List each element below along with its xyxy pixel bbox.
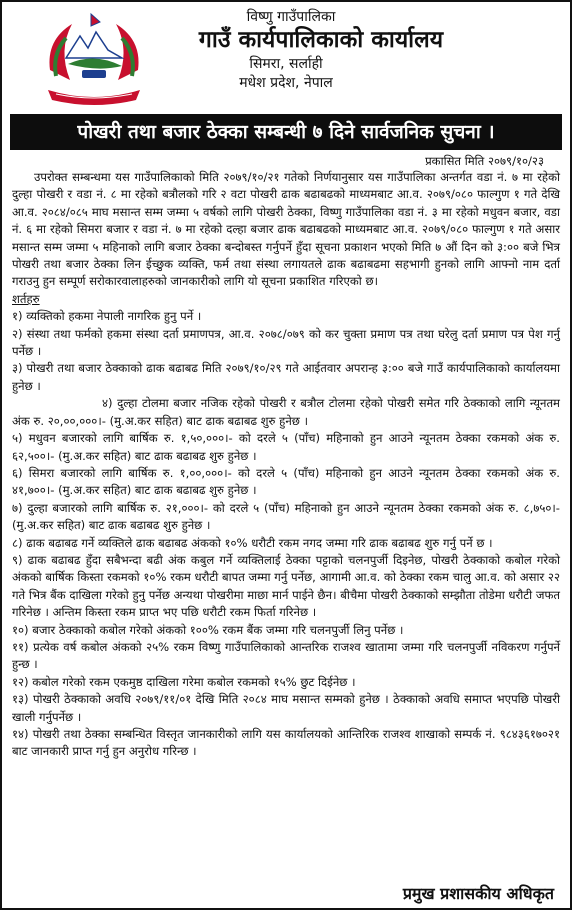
- condition-item: २) संस्था तथा फर्मको हकमा संस्था दर्ता प्रमाणपत्र, आ.व. २०७८/०७९ को कर चुक्ता प्रमाण पत्र तथा घरेलु दर्ता प्रमाण पत्र पेश गर्नु पर्नेछ ।: [12, 326, 560, 359]
- municipality-name: विष्णु गाउँपालिका: [246, 9, 336, 25]
- office-place: सिमरा, सर्लाही: [249, 56, 323, 72]
- conditions-heading: शर्तहरु: [12, 291, 40, 306]
- letterhead: [2, 2, 570, 114]
- condition-item: ४) दुल्हा टोलमा बजार नजिक रहेको पोखरी र बत्रौल टोलमा रहेको पोखरी समेत गरि ठेक्काको लागि न्यूनतम अंक रु. २०,००,०००।- (मु.अ.कर सहित) बाट ढाक बढाबढ शुरु हुनेछ ।: [12, 396, 560, 428]
- notice-title-banner: पोखरी तथा बजार ठेक्का सम्बन्धी ७ दिने सार्वजनिक सुचना ।: [10, 114, 562, 150]
- published-date: प्रकासित मिति २०७९/१०/२३: [425, 154, 544, 168]
- condition-item: १) व्यक्तिको हकमा नेपाली नागरिक हुनु पर्ने ।: [12, 309, 202, 324]
- condition-item: १४) पोखरी तथा ठेक्का सम्बन्धित विस्तृत जानकारीको लागि यस कार्यालयको आन्तिरिक राजश्व शाखाको सम्पर्क नं. ९८४३६१७०२१ बाट जानकारी प्राप्त गर्नु हुन अनुरोध गरिन्छ ।: [12, 727, 560, 759]
- condition-item: ३) पोखरी तथा बजार ठेक्काको ढाक बढाबढ मिति २०७९/१०/२९ गते आईतवार अपरान्ह ३:०० बजे गाउँ कार्यपालिकाको कार्यालयमा हुनेछ ।: [12, 361, 560, 393]
- condition-item: १२) कबोल गरेको रकम एकमुष्ठ दाखिला गरेमा कबोल रकमको १५% छुट दिईनेछ ।: [12, 674, 356, 689]
- condition-item: ७) दुल्हा बजारको लागि बार्षिक रु. २१,०००।- को दरले ५ (पाँच) महिनाको हुन आउने न्यूनतम ठेक्का रकमको अंक रु. ८,७५०।- (मु.अ.कर सहित) बाट ढाक बढाबढ शुरु हुनेछ ।: [12, 500, 560, 533]
- condition-item: ११) प्रत्येक वर्ष कबोल अंकको २५% रकम विष्णु गाउँपालिकाको आन्तरिक राजश्व खातामा जम्मा गरि चलनपुर्जी नविकरण गर्नुपर्ने हुन्छ ।: [12, 639, 560, 672]
- office-name: गाउँ कार्यपालिकाको कार्यालय: [198, 27, 444, 53]
- signature-title: प्रमुख प्रशासकीय अधिकृत: [402, 884, 554, 903]
- condition-item: १०) बजार ठेक्काको कबोल गरेको अंकको १००% रकम बैंक जम्मा गरि चलनपुर्जी लिनु पर्नेछ ।: [12, 622, 404, 637]
- condition-item: ५) मधुवन बजारको लागि बार्षिक रु. १,५०,०००।- को दरले ५ (पाँच) महिनाको हुन आउने न्यूनतम ठेक्का रकमको अंक रु. ६२,५००।- (मु.अ.कर सहित) बाट ढाक बढाबढ शुरु हुनेछ ।: [12, 431, 560, 463]
- condition-item: ६) सिमरा बजारको लागि बार्षिक रु. १,००,०००।- को दरले ५ (पाँच) महिनाको हुन आउने न्यूनतम ठेक्का रकमको अंक रु. ४१,७००।- (मु.अ.कर सहित) बाट ढाक बढाबढ शुरु हुनेछ ।: [12, 465, 560, 498]
- condition-item: ८) ढाक बढाबढ गर्ने व्यक्तिले ढाक बढाबढ अंकको १०% धरौटी रकम नगद जम्मा गरि ढाक बढाबढ शुरु गर्नु पर्ने छ ।: [12, 535, 493, 550]
- condition-item: १३) पोखरी ठेक्काको अवधि २०७९/११/०१ देखि मिति २०८४ माघ मसान्त सम्मको हुनेछ । ठेक्काको अवधि समाप्त भएपछि पोखरी खाली गर्नुपर्नेछ ।: [12, 692, 560, 724]
- intro-paragraph: उपरोक्त सम्बन्धमा यस गाउँपालिकाको मिति २०७९/१०/२१ गतेको निर्णयानुसार यस गाउँपालिका अन्तर्गत वडा नं. ७ मा रहेको दुल्हा पोखरी र वडा नं. ८ मा रहेको बत्रौलको गरि २ वटा पोखरी ढाक बढाबढको माध्यमबाट आ.व. २०७९/०८० फाल्गुण १ गते देखि आ.व. २०८४/०८५ माघ मसान्त सम्म जम्मा ५ वर्षको लागि पोखरी ठेक्का, विष्णु गाउँपालिका वडा नं. ३ मा रहेको मधुवन बजार, वडा नं. ६ मा रहेको सिमरा बजार र वडा नं. ७ मा रहेको दल्हा बजार ढाक बढाबढको माध्यमबाट आ.व. २०७९/०८० फाल्गुण १ गते असार मसान्त सम्म जम्मा ५ महिनाको लागि बजार ठेक्का बन्दोबस्त गर्नुपर्ने हुँदा सूचना प्रकाशन भएको मिति ७ औं दिन को ३:०० बजे भित्र पोखरी तथा बजार ठेक्का लिन ईच्छुक व्यक्ति, फर्म तथा संस्था लगायतले ढाक बढाबढमा सहभागी हुनको लागि आफ्नो नाम दर्ता गराउनु हुन सम्पूर्ण सरोकारवालाहरुको जानकारीको लागि यो सूचना प्रकाशित गरिएको छ।: [12, 170, 560, 289]
- notice-body: [2, 169, 570, 761]
- condition-item: ९) ढाक बढाबढ हुँदा सबैभन्दा बढी अंक कबुल गर्ने व्यक्तिलाई ठेक्का पट्टाको चलनपुर्जी दिइनेछ, पोखरी ठेक्काको कबोल गरेको अंकको बार्षिक किस्ता रकमको १०% रकम धरौटी बापत जम्मा गर्नु पर्नेछ, आगामी आ.व. को ठेक्का रकम चालु आ.व. को असार २२ गते भित्र बैंक दाखिला गरेको हुनु पर्नेछ अन्यथा पोखरीमा माछा मार्न पाईने छैन। बीचैमा पोखरी ठेक्काको सम्झौता तोडेमा धरौटी जफत गरिनेछ । अन्तिम किस्ता रकम प्राप्त भए पछि धरौटी रकम फिर्ता गरिनेछ ।: [12, 552, 560, 620]
- office-province: मधेश प्रदेश, नेपाल: [239, 75, 333, 91]
